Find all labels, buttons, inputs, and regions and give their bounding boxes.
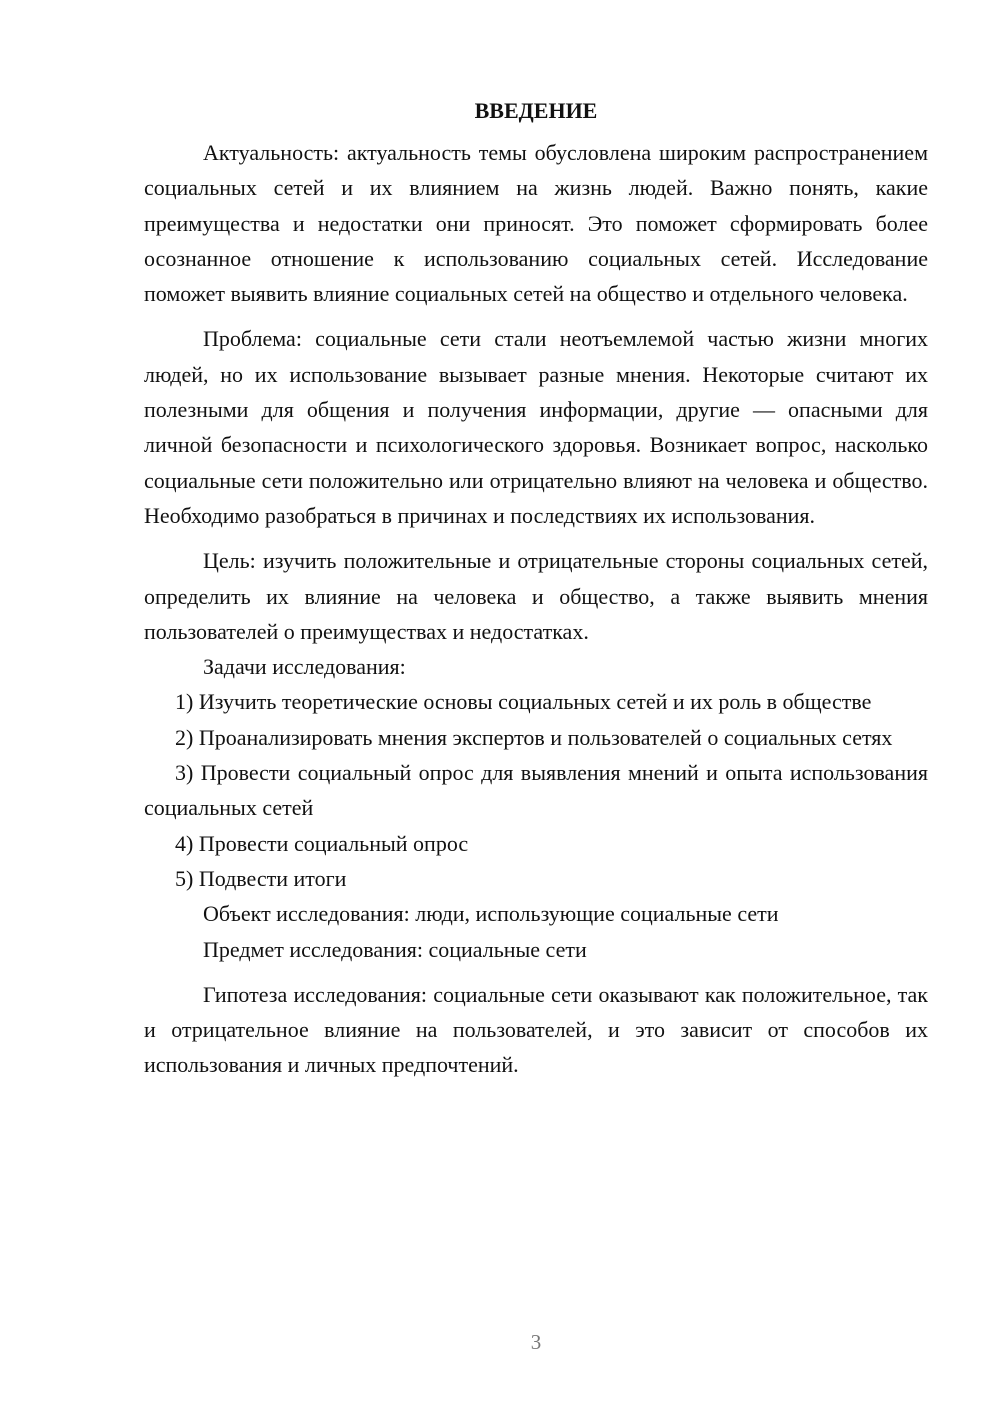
document-title: ВВЕДЕНИЕ (474, 98, 598, 123)
problem-paragraph: Проблема: социальные сети стали неотъемлемой частью жизни многих людей, но их использование вызывает разные мнения. Некоторые считают их полезными для общения и получения информации, другие — опасными для личной безопасности и психологического здоровья. Возникает вопрос, насколько социальные сети положительно или отрицательно влияют на человека и общество. Необходимо разобраться в причинах и последствиях их использования. (144, 326, 928, 528)
research-object: Объект исследования: люди, использующие социальные сети (203, 901, 779, 927)
hypothesis-paragraph: Гипотеза исследования: социальные сети оказывают как положительное, так и отрицательное влияние на пользователей, и это зависит от способов их использования и личных предпочтений. (144, 981, 928, 1078)
document-page (144, 94, 928, 1083)
tasks-list (144, 684, 928, 896)
task-item-1: 1) Изучить теоретические основы социальных сетей и их роль в обществе (175, 689, 872, 715)
tasks-heading: Задачи исследования: (203, 654, 406, 680)
page-number: 3 (530, 1330, 542, 1354)
goal-paragraph: Цель: изучить положительные и отрицательные стороны социальных сетей, определить их влияние на человека и общество, а также выявить мнения пользователей о преимуществах и недостатках. (144, 548, 928, 644)
task-item-4: 4) Провести социальный опрос (175, 830, 469, 856)
research-subject: Предмет исследования: социальные сети (203, 936, 587, 962)
task-item-2: 2) Проанализировать мнения экспертов и пользователей о социальных сетях (175, 724, 893, 750)
task-item-5: 5) Подвести итоги (175, 865, 347, 891)
relevance-paragraph: Актуальность: актуальность темы обусловлена широким распространением социальных сетей и их влиянием на жизнь людей. Важно понять, какие преимущества и недостатки они приносят. Это поможет сформировать более осознанное отношение к использованию социальных сетей. Исследование поможет выявить влияние социальных сетей на общество и отдельного человека. (144, 140, 928, 307)
task-item-3: 3) Провести социальный опрос для выявления мнений и опыта использования социальных сетей (144, 760, 928, 821)
